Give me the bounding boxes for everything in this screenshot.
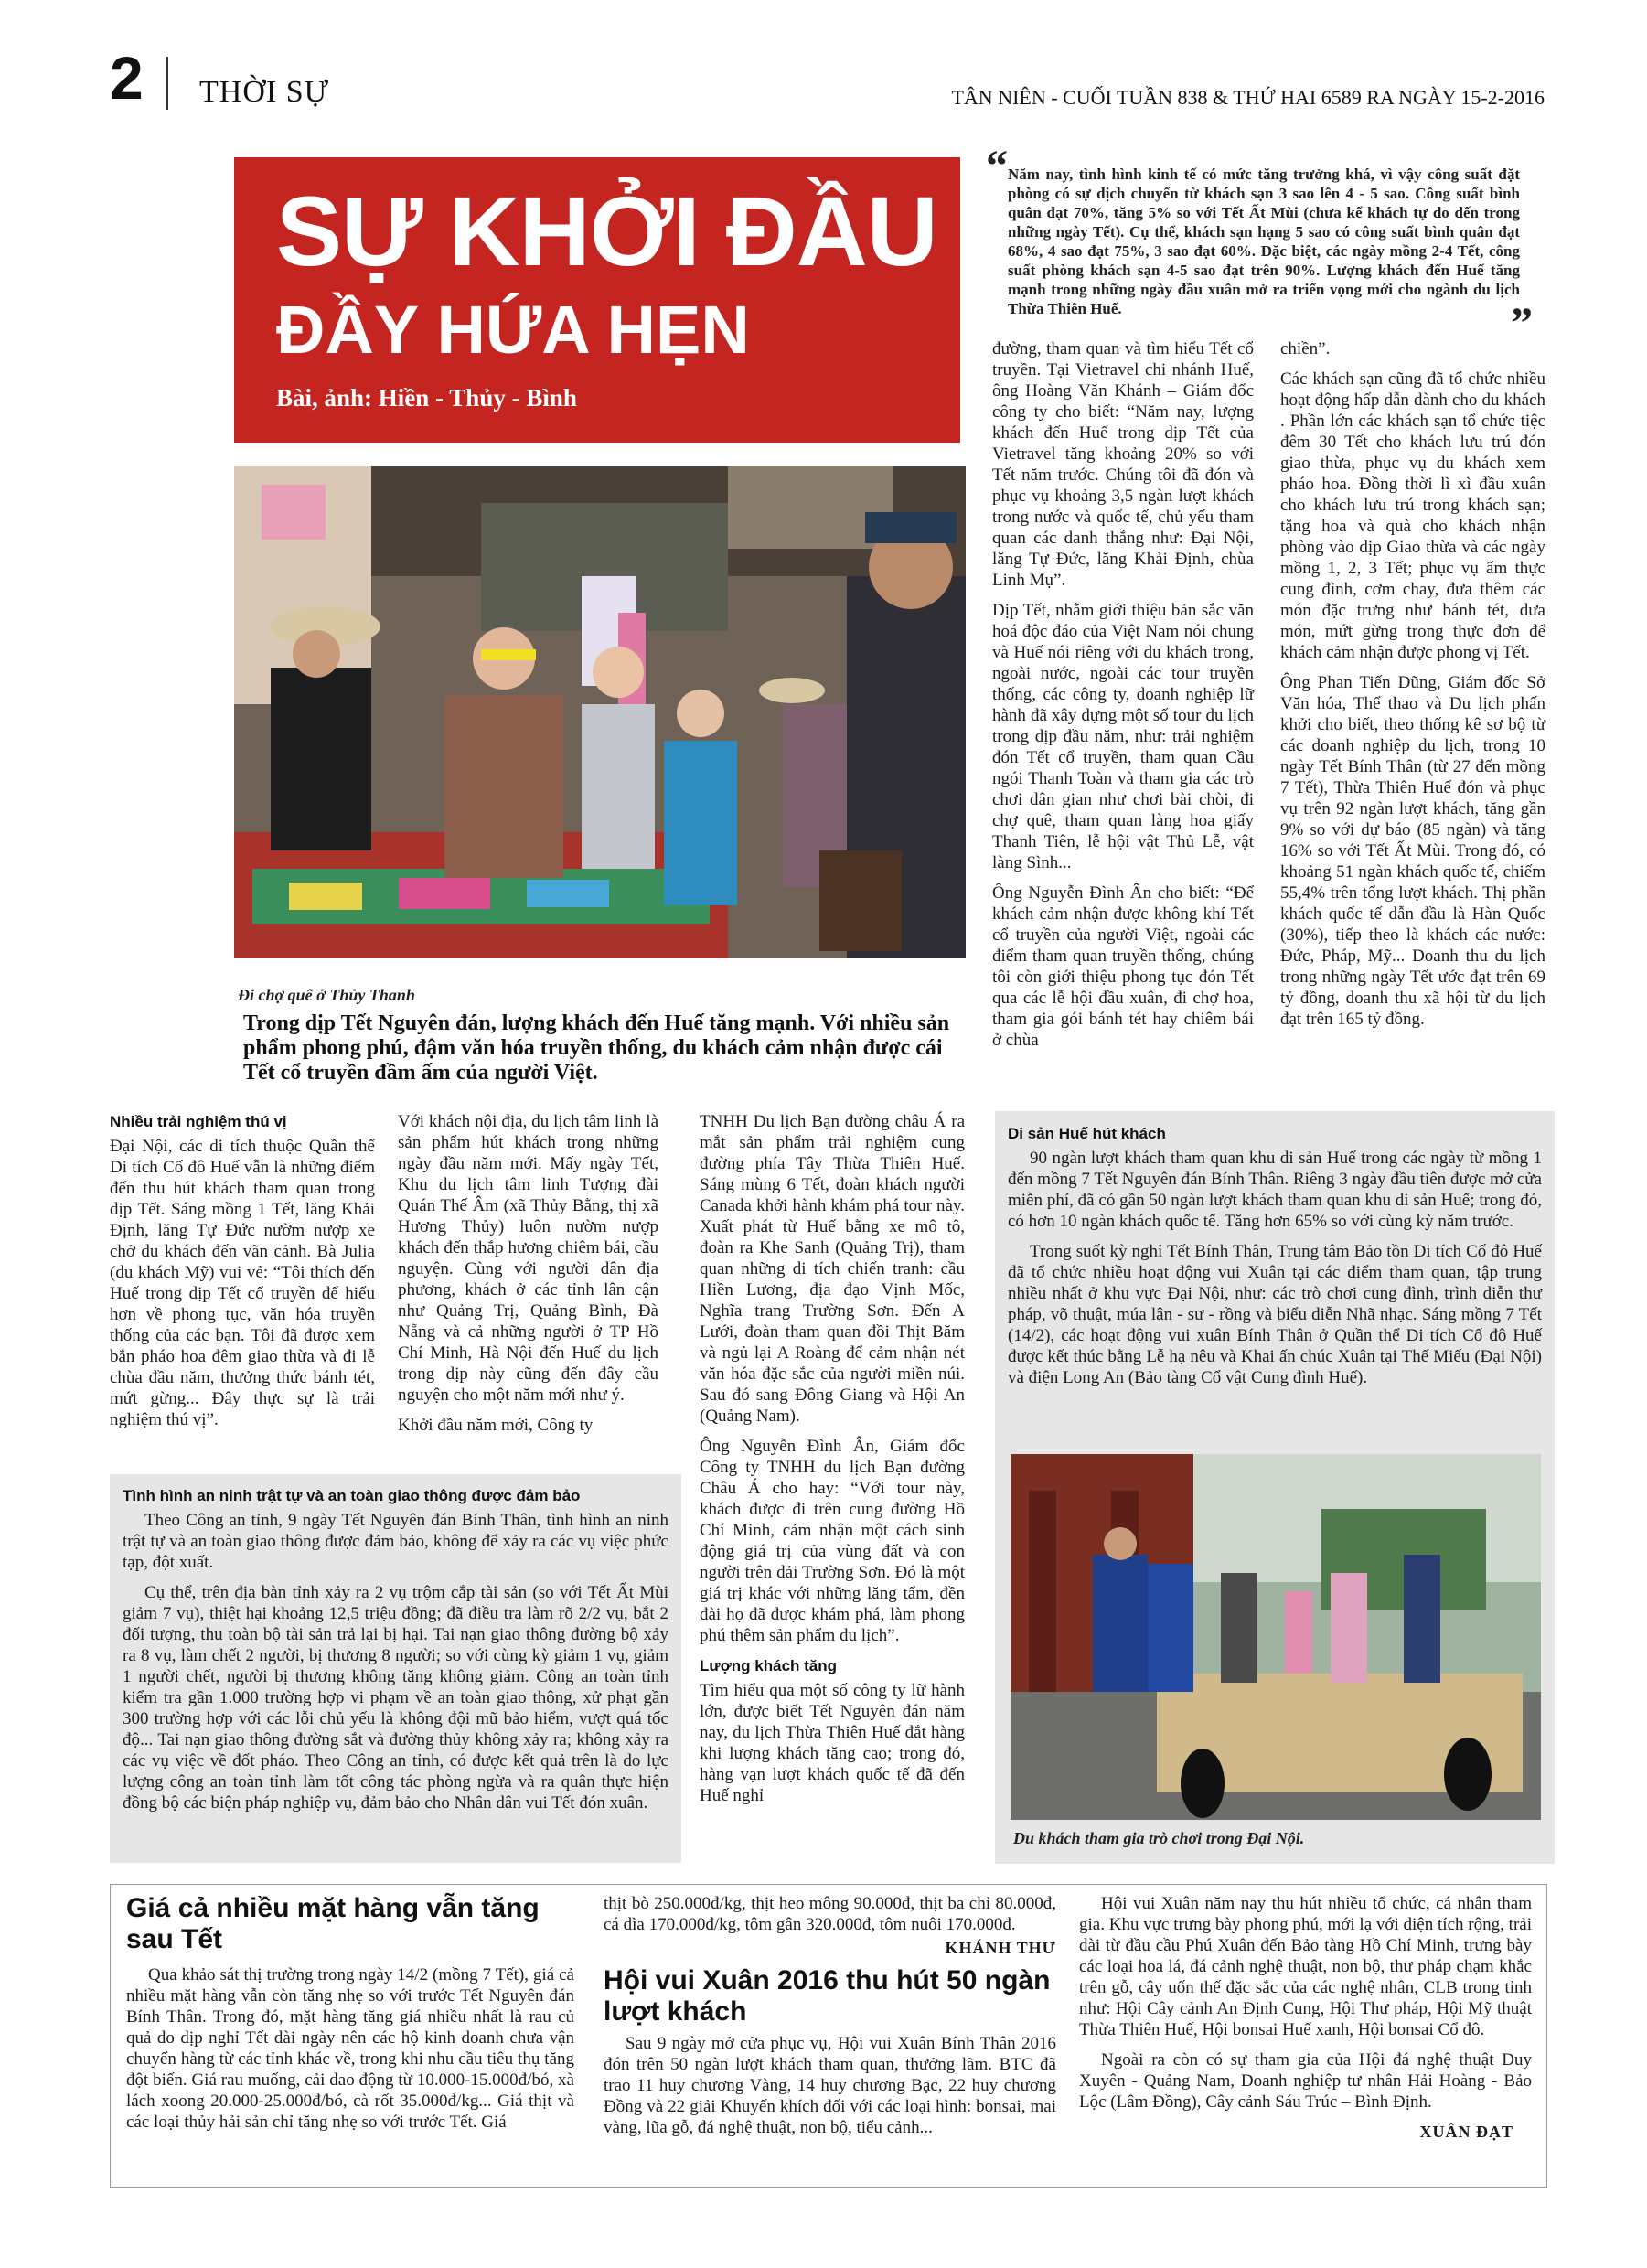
subheading-experiences: Nhiều trải nghiệm thú vị (110, 1113, 287, 1130)
quote-open-mark: “ (986, 142, 1008, 190)
market-photo-illustration (234, 466, 966, 958)
price-author: KHÁNH THƯ (945, 1939, 1056, 1957)
paragraph: Ngoài ra còn có sự tham gia của Hội đá nghệ thuật Duy Xuyên - Quảng Nam, Doanh nghiệp tư nhân Hải Hoàng - Bảo Lộc (Lâm Đồng), Cây cảnh Sáu Trúc – Bình Định. (1079, 2050, 1532, 2112)
palace-photo (1011, 1454, 1541, 1820)
subheading-security: Tình hình an ninh trật tự và an toàn giao thông được đảm bảo (123, 1487, 581, 1504)
byline: Bài, ảnh: Hiền - Thủy - Bình (276, 384, 577, 412)
paragraph: Ông Phan Tiến Dũng, Giám đốc Sở Văn hóa, Thể thao và Du lịch phấn khởi cho biết, theo thống kê sơ bộ từ các doanh nghiệp du lịch, trong 10 ngày Tết Bính Thân (từ 27 đến mồng 7 Tết), Thừa Thiên Huế đón và phục vụ trên 92 ngàn lượt khách, tăng gần 9% so với dự báo (85 ngàn) và tăng 16% so với Tết Ất Mùi. Trong đó, có khoảng 51 ngàn khách quốc tế, chiếm 55,4% trên tổng lượt khách. Thị phần khách quốc tế dẫn đầu là Hàn Quốc (30%), tiếp theo là khách các nước: Đức, Pháp, Mỹ... Doanh thu du lịch trong những ngày Tết ước đạt trên 69 tỷ đồng, doanh thu xã hội từ du lịch đạt trên 165 tỷ đồng. (1280, 673, 1545, 1029)
page-number: 2 (110, 44, 144, 112)
festival-article (604, 1893, 1056, 2138)
price-headline: Giá cả nhiều mặt hàng vẫn tăng sau Tết (126, 1893, 540, 1954)
paragraph: TNHH Du lịch Bạn đường châu Á ra mắt sản phẩm trải nghiệm cung đường phía Tây Thừa Thiên Huế. Sáng mùng 6 Tết, đoàn khách người Canada khởi hành khám phá tour này. Xuất phát từ Huế bằng xe mô tô, đoàn ra Khe Sanh (Quảng Trị), tham quan những di tích chiến tranh: cầu Hiền Lương, địa đạo Vịnh Mốc, Nghĩa trang Trường Sơn. Đến A Lưới, đoàn tham quan đồi Thịt Băm và ngủ lại A Roàng để cảm nhận nét văn hóa đặc sắc của người miền núi. Sau đó sang Đông Giang và Hội An (Quảng Nam). (700, 1112, 965, 1426)
article-column-1 (110, 1111, 375, 1439)
photo1-caption: Đi chợ quê ở Thủy Thanh (238, 986, 415, 1004)
market-photo (234, 466, 966, 958)
paragraph: Trong suốt kỳ nghỉ Tết Bính Thân, Trung tâm Bảo tồn Di tích Cố đô Huế đã tổ chức nhiều hoạt động vui Xuân tại các điểm tham quan, tập trung nhiều nhất ở khu vực Đại Nội, như: các trò chơi cung đình, trình diễn thư pháp, võ thuật, múa lân - sư - rồng và biểu diễn Nhã nhạc. Sáng mồng 7 Tết (14/2), các hoạt động vui xuân Bính Thân ở Quần thể Di tích Cố đô Huế được kết thúc bằng Lễ hạ nêu và Khai ấn chúc Xuân tại Thế Miếu (Đại Nội) và điện Long An (Bảo tàng Cổ vật Cung đình Huế). (1008, 1242, 1542, 1387)
subheading-heritage: Di sản Huế hút khách (1008, 1125, 1166, 1142)
paragraph: Cụ thể, trên địa bàn tỉnh xảy ra 2 vụ trộm cắp tài sản (so với Tết Ất Mùi giảm 7 vụ), thiệt hại khoảng 12,5 triệu đồng; đã điều tra làm rõ 2/2 vụ, bắt 2 đối tượng, thu toàn bộ tài sản trả lại bị hại. Tai nạn giao thông đường bộ xảy ra 8 vụ, làm chết 2 người, bị thương 8 người; so với cùng kỳ giảm 1 vụ, giảm 1 người chết, người bị thương không tăng không giảm. Công an toàn tỉnh kiểm tra gần 1.000 trường hợp vi phạm về an toàn giao thông, xử phạt gần 300 trường hợp với các lỗi chủ yếu là không đội mũ bảo hiểm, vượt quá tốc độ... Tai nạn giao thông đường sắt và đường thủy không xảy ra; không xảy ra các vụ việc về đốt pháo. Theo Công an tỉnh, có được kết quả trên là do lực lượng công an toàn tỉnh làm tốt công tác phòng ngừa và ra quân thực hiện đồng bộ các biện pháp nghiệp vụ, đảm bảo cho Nhân dân vui Tết đón xuân. (123, 1583, 668, 1813)
paragraph: Ông Nguyễn Đình Ân cho biết: “Để khách cảm nhận được không khí Tết cổ truyền của người Việt, ngoài các điểm tham quan truyền thống, chúng tôi còn giới thiệu phong tục đón Tết qua các lễ hội đầu xuân, đi chợ hoa, tham gia gói bánh tét hay chiêm bái ở chùa (992, 883, 1254, 1050)
section-title: THỜI SỰ (199, 75, 329, 109)
festival-headline: Hội vui Xuân 2016 thu hút 50 ngàn lượt khách (604, 1965, 1051, 2027)
palace-photo-illustration (1011, 1454, 1541, 1820)
price-text: Qua khảo sát thị trường trong ngày 14/2 (mồng 7 Tết), giá cả nhiều mặt hàng vẫn còn tăng nhẹ so với trước Tết Nguyên đán Bính Thân. Trong đó, mặt hàng tăng giá nhiều nhất là rau củ quả do dịp nghỉ Tết dài ngày nên các hộ kinh doanh chưa vận chuyển hàng từ các tỉnh khác về, trong khi nhu cầu tiêu thụ tăng đột biến. Giá rau muống, cải dao động từ 10.000-15.000đ/bó, xà lách xoong 20.000-25.000đ/bó, cà rốt 35.000đ/kg... Giá thịt và các loại thủy hải sản chỉ tăng nhẹ so với trước Tết. Giá (126, 1965, 574, 2132)
paragraph: Khởi đầu năm mới, Công ty (398, 1416, 594, 1435)
paragraph: Với khách nội địa, du lịch tâm linh là sản phẩm hút khách trong những ngày đầu năm mới. Mấy ngày Tết, Khu du lịch tâm linh Tượng đài Quán Thế Âm (xã Thủy Bằng, thị xã Hương Thủy) luôn nườm nượp khách đến thắp hương chiêm bái, cầu nguyện. Cùng với người dân địa phương, khách ở các tỉnh lân cận như Quảng Trị, Quảng Bình, Đà Nẵng và cả những người ở TP Hồ Chí Minh, Hà Nội đến Huế du lịch trong dịp này cũng đến đây cầu nguyện cho một năm mới như ý. (398, 1112, 658, 1405)
header-divider (166, 57, 168, 110)
article-column-3 (700, 1111, 965, 1815)
photo2-caption: Du khách tham gia trò chơi trong Đại Nội. (1013, 1829, 1305, 1847)
paragraph: Đại Nội, các di tích thuộc Quần thể Di tích Cố đô Huế vẫn là những điểm đến thu hút khách tham quan trong dịp Tết. Sáng mồng 1 Tết, lăng Khải Định, lăng Tự Đức nườm nượp xe chở du khách đến vãn cảnh. Bà Julia (du khách Mỹ) vui vẻ: “Tôi thích đến Huế trong dịp Tết cổ truyền để hiểu hơn về phong tục, văn hóa truyền thống của các bạn. Tôi đã được xem bắn pháo hoa đêm giao thừa và đi lễ chùa đầu năm, thưởng thức bánh tét, mứt gừng... Đây thực sự là trải nghiệm thú vị”. (110, 1137, 375, 1429)
paragraph: chiền”. (1280, 339, 1331, 358)
quote-close-mark: ” (1511, 299, 1533, 348)
article-lead: Trong dịp Tết Nguyên đán, lượng khách đến Huế tăng mạnh. Với nhiều sản phẩm phong phú, đậm văn hóa truyền thống, du khách cảm nhận được cái Tết cổ truyền đầm ấm của người Việt. (243, 1011, 950, 1085)
festival-column-2 (1079, 1893, 1532, 2143)
security-sidebar (110, 1474, 681, 1863)
paragraph: Tìm hiểu qua một số công ty lữ hành lớn, được biết Tết Nguyên đán năm nay, du lịch Thừa Thiên Huế đắt hàng khi lượng khách tăng cao; trong đó, hàng vạn lượt khách quốc tế đã đến Huế nghỉ (700, 1681, 965, 1805)
headline-line1: SỰ KHỞI ĐẦU (276, 176, 937, 286)
festival-author: XUÂN ĐẠT (1419, 2123, 1513, 2141)
article-column-right2 (1280, 338, 1545, 1039)
pull-quote: Năm nay, tình hình kinh tế có mức tăng trưởng khá, vì vậy công suất đặt phòng có sự dịch chuyển từ khách sạn 3 sao lên 4 - 5 sao. Công suất bình quân đạt 70%, tăng 5% so với Tết Ất Mùi (chưa kể khách tự do đến trong những ngày Tết). Cụ thể, khách sạn hạng 5 sao có công suất bình quân đạt 68%, 4 sao đạt 75%, 3 sao đạt 60%. Đặc biệt, các ngày mồng 2-4 Tết, công suất phòng khách sạn 4-5 sao đạt trên 90%. Lượng khách đến Huế tăng mạnh trong những ngày đầu xuân mở ra triển vọng mới cho ngành du lịch Thừa Thiên Huế. (1008, 166, 1520, 317)
paragraph: Dịp Tết, nhằm giới thiệu bản sắc văn hoá độc đáo của Việt Nam nói chung và Huế nói riêng với du khách trong, ngoài nước, ngoài các tour truyền thống, các công ty, doanh nghiệp lữ hành đã xây dựng một số tour du lịch trong dịp đầu năm, như: trải nghiệm đón Tết cổ truyền, tham quan Cầu ngói Thanh Toàn và tham gia các trò chơi dân gian như chơi bài chòi, đi chợ quê, tham quan làng hoa giấy Thanh Tiên, lễ hội vật Thủ Lễ, vật làng Sình... (992, 601, 1254, 872)
article-column-right1 (992, 338, 1254, 1060)
paragraph: Ông Nguyễn Đình Ân, Giám đốc Công ty TNHH du lịch Bạn đường Châu Á cho hay: “Với tour này, khách được đi trên cung đường Hồ Chí Minh, cảm nhận một cách sinh động giá trị của vùng đất và con người trên dải Trường Sơn. Đó là một giá trị khác với những lăng tẩm, đền đài họ đã được khám phá, làm phong phú thêm sản phẩm du lịch”. (700, 1437, 965, 1645)
festival-text: Sau 9 ngày mở cửa phục vụ, Hội vui Xuân Bính Thân 2016 đón trên 50 ngàn lượt khách tham quan, thưởng lãm. BTC đã trao 11 huy chương Vàng, 14 huy chương Bạc, 22 huy chương Đồng và 22 giải Khuyến khích đối với các loại hình: bonsai, mai vàng, lũa gỗ, đá nghệ thuật, non bộ, tiểu cảnh... (604, 2034, 1056, 2137)
paragraph: 90 ngàn lượt khách tham quan khu di sản Huế trong các ngày từ mồng 1 đến mồng 7 Tết Nguyên đán Bính Thân. Riêng 3 ngày đầu tiên được mở cửa miễn phí, đã có gần 50 ngàn lượt khách tham quan khu di sản Huế; trong đó, có hơn 10 ngàn khách quốc tế. Tăng hơn 65% so với cùng kỳ năm trước. (1008, 1149, 1542, 1231)
paragraph: Hội vui Xuân năm nay thu hút nhiều tổ chức, cá nhân tham gia. Khu vực trưng bày phong phú, mới lạ với diện tích rộng, trải dài từ đầu cầu Phú Xuân đến Bảo tàng Hồ Chí Minh, trưng bày các loại hoa lá, đá cảnh nghệ thuật, non bộ, thư pháp chạm khắc trên gỗ, cây uốn thế đặc sắc của các nghệ nhân, CLB trong tỉnh như: Hội Cây cảnh An Định Cung, Hội Thư pháp, Hội Mỹ thuật Thừa Thiên Huế, Hội bonsai Huế xanh, Hội bonsai Cổ đô. (1079, 1894, 1532, 2039)
subheading-visitors: Lượng khách tăng (700, 1657, 838, 1674)
issue-dateline: TÂN NIÊN - CUỐI TUẦN 838 & THỨ HAI 6589 RA NGÀY 15-2-2016 (951, 86, 1545, 109)
article-column-2 (398, 1111, 658, 1445)
heritage-text (1008, 1123, 1542, 1397)
paragraph: Các khách sạn cũng đã tổ chức nhiều hoạt động hấp dẫn dành cho du khách . Phần lớn các khách sạn tổ chức tiệc đêm 30 Tết cho khách lưu trú đón giao thừa, phục vụ du khách xem pháo hoa. Đồng thời lì xì đầu xuân cho khách lưu trú trong khách sạn; tặng hoa và quà cho khách nhận phòng vào dịp Giao thừa và các ngày mồng 1, 2, 3 Tết; phục vụ ẩm thực cung đình, cơm chay, đưa thêm các món đặc trưng như bánh tét, dưa món, mứt gừng trong thực đơn để khách cảm nhận được phong vị Tết. (1280, 369, 1545, 662)
paragraph: Theo Công an tỉnh, 9 ngày Tết Nguyên đán Bính Thân, tình hình an ninh trật tự và an toàn giao thông được đảm bảo, không để xảy ra các vụ việc phức tạp, đột xuất. (123, 1511, 668, 1572)
headline-line2: ĐẦY HỨA HẸN (276, 292, 750, 368)
paragraph: đường, tham quan và tìm hiểu Tết cổ truyền. Tại Vietravel chi nhánh Huế, ông Hoàng Văn Khánh – Giám đốc công ty cho biết: “Năm nay, lượng khách đến Huế trong dịp Tết của Vietravel tăng khoảng 20% so với Tết năm trước. Chúng tôi đã đón và phục vụ khoảng 3,5 ngàn lượt khách trong nước và quốc tế, chủ yếu tham quan các danh thắng như: Đại Nội, lăng Tự Đức, lăng Khải Định, chùa Linh Mụ”. (992, 339, 1254, 590)
price-article (126, 1893, 574, 2133)
price-text-continued: thịt bò 250.000đ/kg, thịt heo mông 90.000đ, thịt ba chỉ 80.000đ, cá dìa 170.000đ/kg, tôm gân 320.000đ, tôm nuôi 170.000đ. (604, 1894, 1056, 1934)
